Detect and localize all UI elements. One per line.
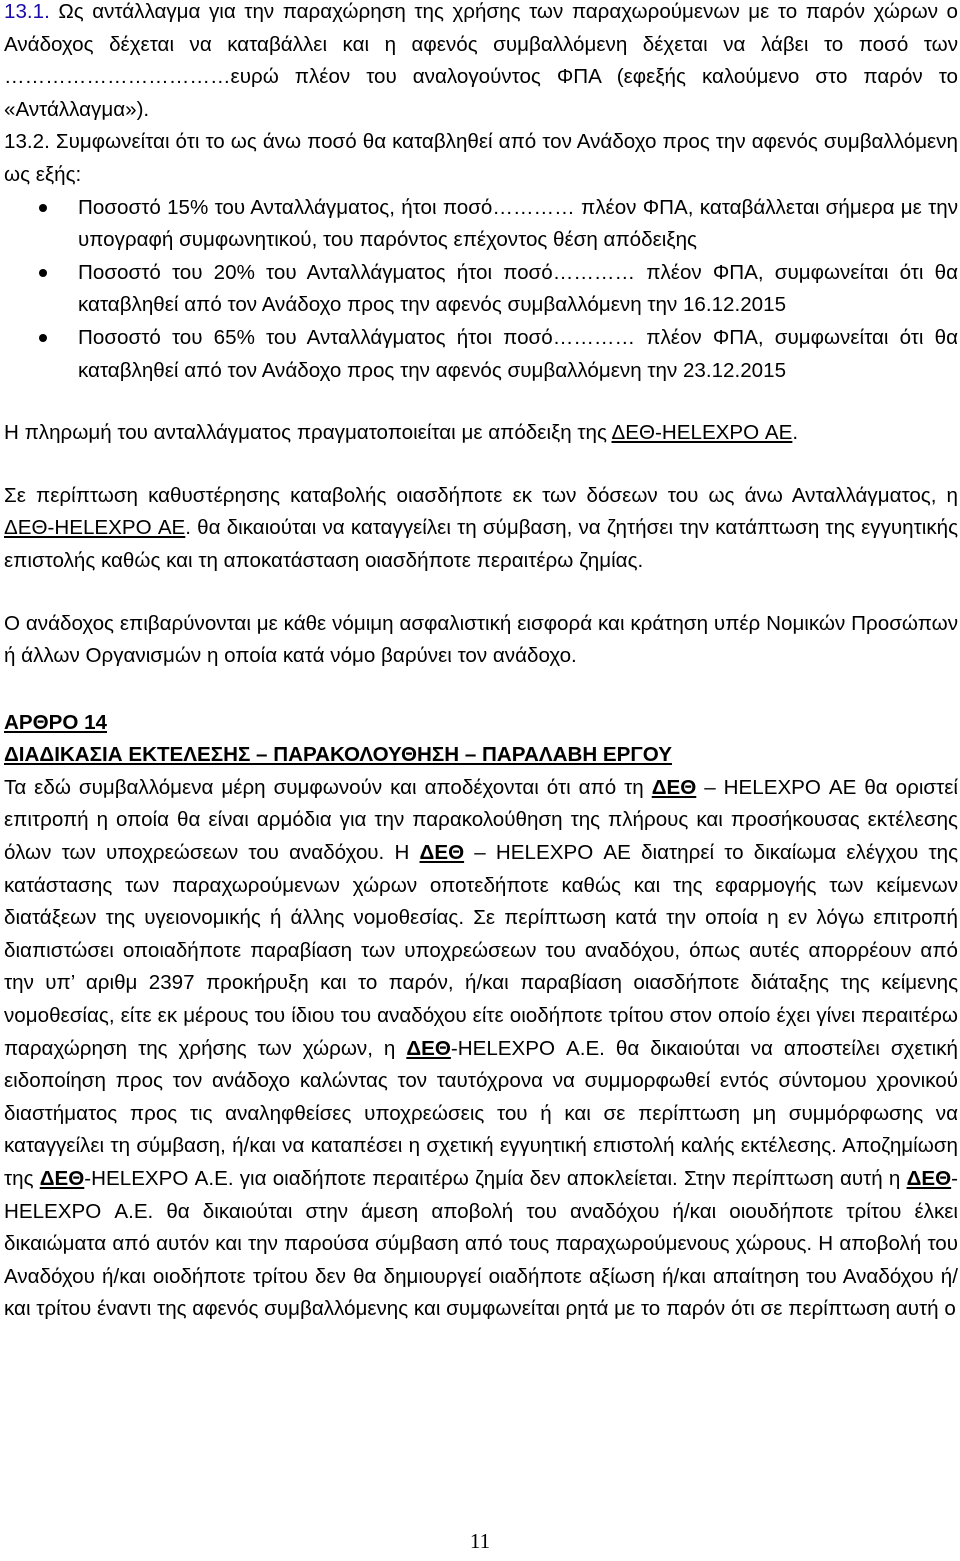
list-item	[4, 257, 958, 322]
payment-receipt-text: Η πληρωμή του ανταλλάγματος πραγματοποιείται με απόδειξη της	[4, 421, 612, 445]
entity-abbrev: ΔΕΘ	[419, 841, 465, 865]
list-item	[4, 322, 958, 387]
section-13-2-number: 13.2.	[4, 130, 50, 154]
installment-text: Ποσοστό του 20% του Ανταλλάγματος ήτοι ποσό………… πλέον ΦΠΑ, συμφωνείται ότι θα καταβληθεί από τον Ανάδοχο προς την αφενός συμβαλλόμενη την 16.12.2015	[78, 260, 958, 317]
spacer	[4, 450, 958, 480]
payment-receipt-end: .	[792, 421, 799, 445]
article-subheading: ΔΙΑΔΙΚΑΣΙΑ ΕΚΤΕΛΕΣΗΣ – ΠΑΡΑΚΟΛΟΥΘΗΣΗ – ΠΑΡΑΛΑΒΗ ΕΡΓΟΥ	[4, 743, 672, 767]
bullet-icon	[39, 334, 47, 342]
entity-abbrev: ΔΕΘ	[406, 1036, 451, 1060]
late-payment-text-2: . θα δικαιούται να καταγγείλει τη σύμβαση, να ζητήσει την κατάπτωση της εγγυητικής επιστολής καθώς και τη αποκατάσταση οιασδήποτε περαιτέρω ζημίας.	[4, 516, 958, 572]
installment-text: Ποσοστό 15% του Ανταλλάγματος, ήτοι ποσό………… πλέον ΦΠΑ, καταβάλλεται σήμερα με την υπογραφή συμφωνητικού, του παρόντος επέχοντος θέση απόδειξης	[78, 195, 958, 252]
entity-abbrev: ΔΕΘ	[651, 775, 697, 799]
payment-receipt-paragraph	[4, 417, 958, 450]
spacer	[4, 578, 958, 608]
spacer	[4, 673, 958, 707]
list-item	[4, 192, 958, 257]
spacer	[4, 387, 958, 417]
entity-abbrev: ΔΕΘ	[39, 1167, 85, 1190]
article-heading: ΑΡΘΡΟ 14	[4, 710, 108, 734]
document-page	[4, 0, 958, 1326]
bullet-icon	[39, 204, 47, 212]
late-payment-text-1: Σε περίπτωση καθυστέρησης καταβολής οιασδήποτε εκ των δόσεων του ως άνω Ανταλλάγματος, η	[4, 483, 958, 507]
article-14-body	[4, 772, 958, 1326]
installment-text: Ποσοστό του 65% του Ανταλλάγματος ήτοι ποσό………… πλέον ΦΠΑ, συμφωνείται ότι θα καταβληθεί από τον Ανάδοχο προς την αφενός συμβαλλόμενη την 23.12.2015	[78, 325, 958, 382]
article-14-text: -HELEXPO Α.Ε. θα δικαιούται να αποστείλει σχετική ειδοποίηση προς τον ανάδοχο καλώντας τον ταυτόχρονα να συμμορφωθεί εντός σύντομου χρονικού διαστήματος προς τις αναληφθείσες υποχρεώσεις του ή και σε περίπτωση μη συμμόρφωσης να καταγγείλει τη σύμβαση, ή/και να καταπέσει η σχετική εγγυητική επιστολή καλής εκτέλεσης. Αποζημίωση της	[4, 1036, 958, 1190]
section-13-1-text: Ως αντάλλαγμα για την παραχώρηση της χρήσης των παραχωρούμενων με το παρόν χώρων ο Ανάδοχος δέχεται να καταβάλλει και η αφενός συμβαλλόμενη δέχεται να λάβει το ποσό των ……………………………ευρώ πλέον του αναλογούντος ΦΠΑ (εφεξής καλούμενο στο παρόν το «Αντάλλαγμα»).	[4, 0, 958, 121]
section-13-2-text: Συμφωνείται ότι το ως άνω ποσό θα καταβληθεί από τον Ανάδοχο προς την αφενός συμβαλλόμενη ως εξής:	[4, 130, 958, 186]
bullet-icon	[39, 269, 47, 277]
contributions-paragraph: Ο ανάδοχος επιβαρύνονται με κάθε νόμιμη ασφαλιστική εισφορά και κράτηση υπέρ Νομικών Προσώπων ή άλλων Οργανισμών η οποία κατά νόμο βαρύνει τον ανάδοχο.	[4, 611, 958, 668]
article-14-text: -HELEXPO Α.Ε. για οιαδήποτε περαιτέρω ζημία δεν αποκλείεται. Στην περίπτωση αυτή η	[84, 1167, 907, 1190]
article-14-text: – HELEXPO ΑΕ διατηρεί το δικαίωμα ελέγχου της κατάστασης των παραχωρούμενων χώρων οποτεδήποτε καθώς και της εφαρμογής των κείμενων διατάξεων της υγειονομικής ή άλλης νομοθεσίας. Σε περίπτωση κατά την οποία η εν λόγω επιτροπή διαπιστώσει οποιαδήποτε παραβίαση των υποχρεώσεων του αναδόχου, όπως αυτές απορρέουν από την υπ’ αριθμ 2397 προκήρυξη και το παρόν, ή/και παραβίαση οιασδήποτε διάταξης της κείμενης νομοθεσίας, είτε εκ μέρους του ίδιου του αναδόχου είτε οιοδήποτε τρίτου στον οποίο έχει γίνει περαιτέρω παραχώρηση της χρήσης των χώρων, η	[4, 841, 959, 1060]
entity-name: ΔΕΘ-HELEXPO ΑΕ	[4, 516, 186, 540]
installments-list	[4, 192, 958, 388]
article-14-text: Τα εδώ συμβαλλόμενα μέρη συμφωνούν και αποδέχονται ότι από τη	[4, 775, 652, 799]
article-14-text: – HELEXPO ΑΕ θα οριστεί επιτροπή η οποία θα είναι αρμόδια για την παρακολούθηση της πλήρους και προσήκουσας εκτέλεσης όλων των υποχρεώσεων του αναδόχου. Η	[4, 775, 958, 865]
entity-abbrev: ΔΕΘ	[906, 1167, 952, 1190]
article-14-text: -HELEXPO Α.Ε. θα δικαιούται στην άμεση αποβολή του αναδόχου ή/και οιουδήποτε τρίτου έλκει δικαιώματα από αυτόν και την παρούσα σύμβαση από τους παραχωρούμενους χώρους. Η αποβολή του Αναδόχου ή/και οιοδήποτε τρίτου δεν θα δημιουργεί οιαδήποτε αξίωση ή/και απαίτηση του Αναδόχου ή/και τρίτου έναντι της αφενός συμβαλλόμενης και συμφωνείται ρητά με το παρόν ότι σε περίπτωση αυτή ο	[4, 1167, 958, 1321]
section-13-2	[4, 126, 958, 191]
section-13-1	[4, 0, 958, 126]
entity-name: ΔΕΘ-HELEXPO ΑΕ	[611, 421, 793, 445]
late-payment-paragraph	[4, 480, 958, 578]
article-14-heading-block	[4, 707, 958, 772]
section-13-1-number: 13.1.	[4, 0, 50, 23]
page-number: 11	[469, 1529, 491, 1553]
